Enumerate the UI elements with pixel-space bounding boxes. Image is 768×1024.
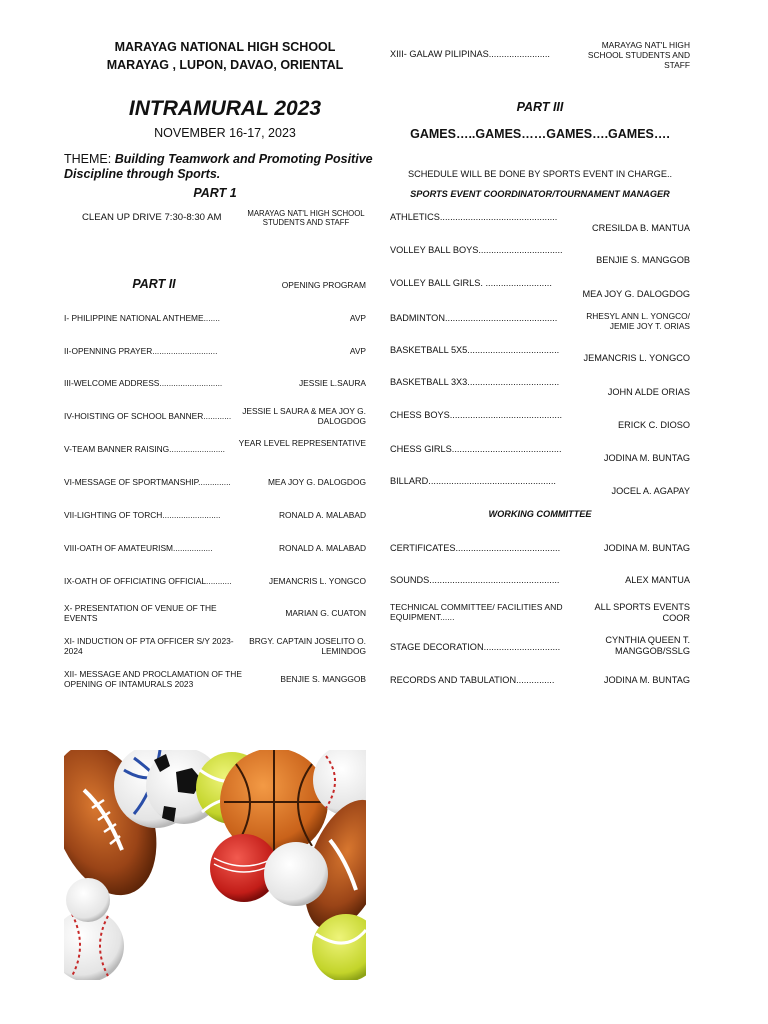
event-label: BASKETBALL 3X3.................................... bbox=[390, 377, 560, 387]
games-line: GAMES…..GAMES……GAMES….GAMES…. bbox=[410, 127, 670, 141]
event-coordinator: BENJIE S. MANGGOB bbox=[596, 255, 690, 265]
item-label: VIII-OATH OF AMATEURISM................. bbox=[64, 543, 213, 553]
item-label: I- PHILIPPINE NATIONAL ANTHEME....... bbox=[64, 313, 220, 323]
page-title: INTRAMURAL 2023 bbox=[128, 97, 322, 120]
event-label: VOLLEY BALL BOYS................................. bbox=[390, 245, 563, 255]
item-label: XIII- GALAW PILIPINAS........................ bbox=[390, 49, 550, 59]
committee-person: JODINA M. BUNTAG bbox=[603, 543, 690, 553]
event-label: ATHLETICS.............................................. bbox=[390, 212, 558, 222]
item-label: VI-MESSAGE OF SPORTMANSHIP.............. bbox=[64, 477, 231, 487]
event-label: CHESS BOYS............................................ bbox=[390, 410, 563, 420]
sports-balls-illustration bbox=[64, 750, 366, 980]
item-value: RONALD A. MALABAD bbox=[278, 543, 366, 553]
item-label: XI- INDUCTION OF PTA OFFICER S/Y 2023-2024 bbox=[64, 636, 234, 656]
item-label: III-WELCOME ADDRESS........................... bbox=[64, 378, 223, 388]
committee-person: CYNTHIA QUEEN T. MANGGOB/SSLG bbox=[605, 635, 690, 656]
item-value: JEMANCRIS L. YONGCO bbox=[268, 576, 366, 586]
sports-balls-image bbox=[64, 750, 366, 980]
item-value: JESSIE L.SAURA bbox=[298, 378, 366, 388]
item-value: AVP bbox=[349, 313, 366, 323]
item-label: II-OPENNING PRAYER............................ bbox=[64, 346, 218, 356]
event-coordinator: MEA JOY G. DALOGDOG bbox=[582, 289, 690, 299]
item-label: IV-HOISTING OF SCHOOL BANNER............ bbox=[64, 411, 232, 421]
item-value: AVP bbox=[349, 346, 366, 356]
event-label: BADMINTON............................................ bbox=[390, 313, 558, 323]
committee-person: ALL SPORTS EVENTS COOR bbox=[594, 602, 690, 623]
theme-text: Building Teamwork and Promoting Positive Discipline through Sports. bbox=[64, 152, 373, 181]
item-value: BRGY. CAPTAIN JOSELITO O. LEMINDOG bbox=[249, 636, 366, 656]
committee-label: RECORDS AND TABULATION............... bbox=[390, 675, 555, 685]
schedule-note: SCHEDULE WILL BE DONE BY SPORTS EVENT IN CHARGE.. bbox=[407, 169, 673, 179]
item-label: V-TEAM BANNER RAISING........................ bbox=[64, 444, 226, 454]
committee-label: TECHNICAL COMMITTEE/ FACILITIES AND EQUIPMENT...... bbox=[390, 602, 563, 622]
theme bbox=[64, 152, 384, 182]
event-coordinator: CRESILDA B. MANTUA bbox=[591, 223, 690, 233]
event-label: BILLARD.................................................. bbox=[390, 476, 556, 486]
item-label: X- PRESENTATION OF VENUE OF THE EVENTS bbox=[64, 603, 217, 623]
part2-subheading: OPENING PROGRAM bbox=[281, 280, 366, 290]
event-label: BASKETBALL 5X5.................................... bbox=[390, 345, 560, 355]
item-value: RONALD A. MALABAD bbox=[278, 510, 366, 520]
part3-heading: PART III bbox=[516, 100, 564, 114]
event-coordinator: JOHN ALDE ORIAS bbox=[607, 387, 690, 397]
event-label: CHESS GIRLS........................................... bbox=[390, 444, 562, 454]
item-value: BENJIE S. MANGGOB bbox=[280, 674, 366, 684]
item-label: IX-OATH OF OFFICIATING OFFICIAL........... bbox=[64, 576, 232, 586]
item-label: VII-LIGHTING OF TORCH......................... bbox=[64, 510, 221, 520]
item-value: JESSIE L SAURA & MEA JOY G. DALOGDOG bbox=[242, 406, 366, 426]
committee-person: ALEX MANTUA bbox=[625, 575, 690, 585]
committee-person: JODINA M. BUNTAG bbox=[603, 675, 690, 685]
item-value: MEA JOY G. DALOGDOG bbox=[267, 477, 366, 487]
committee-label: STAGE DECORATION.............................. bbox=[390, 642, 561, 652]
event-label: VOLLEY BALL GIRLS. .......................... bbox=[390, 278, 552, 288]
part1-in-charge: MARAYAG NAT'L HIGH SCHOOL STUDENTS AND STAFF bbox=[247, 209, 365, 227]
committee-heading: WORKING COMMITTEE bbox=[488, 509, 592, 519]
event-coordinator: JOCEL A. AGAPAY bbox=[611, 486, 690, 496]
part2-heading: PART II bbox=[132, 277, 176, 291]
part1-activity: CLEAN UP DRIVE 7:30-8:30 AM bbox=[82, 212, 222, 223]
theme-label: THEME: bbox=[64, 152, 115, 166]
item-value: MARAYAG NAT'L HIGH SCHOOL STUDENTS AND STAFF bbox=[587, 40, 690, 70]
coordinator-heading: SPORTS EVENT COORDINATOR/TOURNAMENT MANAGER bbox=[410, 189, 670, 199]
item-value: YEAR LEVEL REPRESENTATIVE bbox=[238, 438, 366, 448]
event-coordinator: JODINA M. BUNTAG bbox=[603, 453, 690, 463]
event-coordinator: JEMANCRIS L. YONGCO bbox=[583, 353, 690, 363]
committee-label: CERTIFICATES......................................... bbox=[390, 543, 561, 553]
event-coordinator: RHESYL ANN L. YONGCO/ JEMIE JOY T. ORIAS bbox=[586, 311, 690, 331]
event-coordinator: ERICK C. DIOSO bbox=[618, 420, 690, 430]
school-name: MARAYAG NATIONAL HIGH SCHOOL bbox=[114, 40, 336, 54]
school-address: MARAYAG , LUPON, DAVAO, ORIENTAL bbox=[106, 58, 344, 72]
committee-label: SOUNDS................................................... bbox=[390, 575, 560, 585]
part1-heading: PART 1 bbox=[193, 186, 237, 200]
event-date: NOVEMBER 16-17, 2023 bbox=[154, 126, 296, 140]
item-value: MARIAN G. CUATON bbox=[285, 608, 366, 618]
item-label: XII- MESSAGE AND PROCLAMATION OF THE OPENING OF INTAMURALS 2023 bbox=[64, 669, 242, 689]
